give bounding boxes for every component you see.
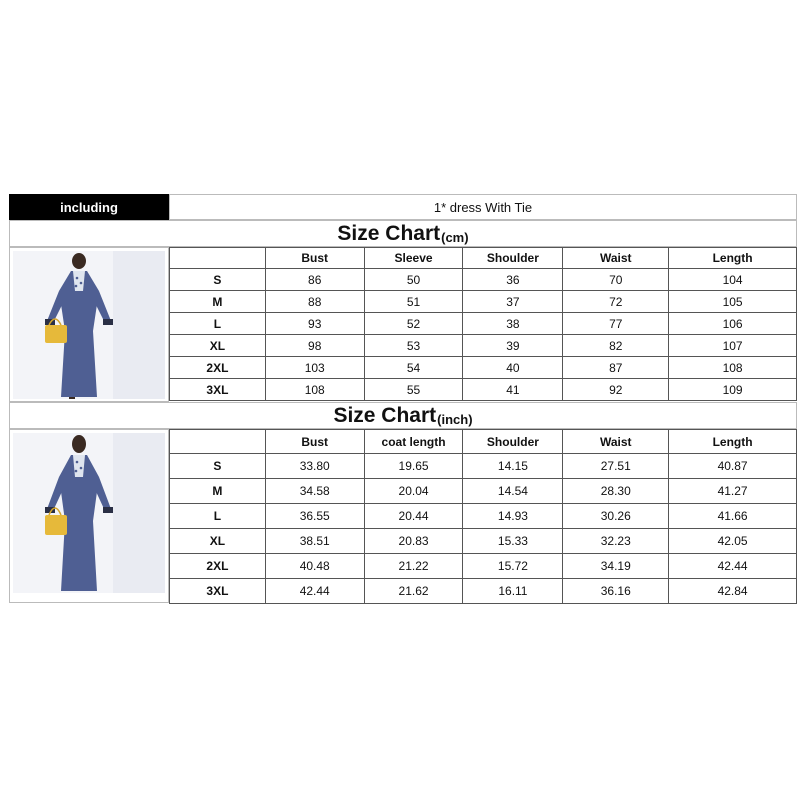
table-cell: 53 bbox=[364, 335, 463, 357]
table-cell: 30.26 bbox=[563, 504, 669, 529]
cm-header-length: Length bbox=[669, 248, 797, 269]
table-cell: 41 bbox=[463, 379, 563, 401]
including-label: including bbox=[9, 194, 169, 220]
table-cell: 39 bbox=[463, 335, 563, 357]
size-cell: S bbox=[170, 269, 266, 291]
inch-header-size bbox=[170, 430, 266, 454]
table-cell: 107 bbox=[669, 335, 797, 357]
table-cell: 14.15 bbox=[463, 454, 563, 479]
table-row bbox=[170, 379, 797, 401]
table-cell: 28.30 bbox=[563, 479, 669, 504]
table-cell: 40.48 bbox=[265, 554, 364, 579]
including-row bbox=[9, 194, 797, 220]
table-cell: 93 bbox=[265, 313, 364, 335]
cm-size-table bbox=[169, 247, 797, 401]
table-cell: 92 bbox=[563, 379, 669, 401]
inch-chart-title-bar bbox=[9, 402, 797, 429]
cm-header-bust: Bust bbox=[265, 248, 364, 269]
table-cell: 108 bbox=[265, 379, 364, 401]
cm-chart-block bbox=[9, 247, 797, 402]
cm-header-row bbox=[170, 248, 797, 269]
table-cell: 70 bbox=[563, 269, 669, 291]
table-cell: 55 bbox=[364, 379, 463, 401]
inch-product-photo bbox=[9, 429, 169, 603]
table-cell: 14.93 bbox=[463, 504, 563, 529]
size-cell: 3XL bbox=[170, 379, 266, 401]
table-cell: 41.66 bbox=[669, 504, 797, 529]
table-cell: 40.87 bbox=[669, 454, 797, 479]
cm-chart-title-bar bbox=[9, 220, 797, 247]
table-cell: 42.84 bbox=[669, 579, 797, 604]
table-cell: 21.22 bbox=[364, 554, 463, 579]
table-row bbox=[170, 529, 797, 554]
cm-header-shoulder: Shoulder bbox=[463, 248, 563, 269]
table-cell: 72 bbox=[563, 291, 669, 313]
table-cell: 27.51 bbox=[563, 454, 669, 479]
table-row bbox=[170, 335, 797, 357]
table-row bbox=[170, 504, 797, 529]
table-row bbox=[170, 579, 797, 604]
size-cell: XL bbox=[170, 529, 266, 554]
table-cell: 106 bbox=[669, 313, 797, 335]
table-cell: 32.23 bbox=[563, 529, 669, 554]
table-cell: 82 bbox=[563, 335, 669, 357]
size-cell: L bbox=[170, 504, 266, 529]
inch-size-table bbox=[169, 429, 797, 604]
table-cell: 98 bbox=[265, 335, 364, 357]
dress-model-icon bbox=[13, 433, 165, 593]
table-row bbox=[170, 313, 797, 335]
inch-chart-unit: (inch) bbox=[437, 412, 473, 427]
size-cell: S bbox=[170, 454, 266, 479]
size-cell: M bbox=[170, 479, 266, 504]
table-cell: 19.65 bbox=[364, 454, 463, 479]
table-cell: 38 bbox=[463, 313, 563, 335]
cm-chart-unit: (cm) bbox=[441, 230, 469, 245]
table-cell: 20.44 bbox=[364, 504, 463, 529]
table-cell: 40 bbox=[463, 357, 563, 379]
table-cell: 51 bbox=[364, 291, 463, 313]
table-cell: 34.58 bbox=[265, 479, 364, 504]
size-chart-sheet bbox=[9, 192, 797, 604]
table-row bbox=[170, 554, 797, 579]
table-cell: 87 bbox=[563, 357, 669, 379]
size-cell: M bbox=[170, 291, 266, 313]
table-cell: 15.33 bbox=[463, 529, 563, 554]
inch-chart-title: Size Chart bbox=[333, 404, 437, 427]
dress-model-icon bbox=[13, 251, 165, 399]
inch-header-coat-length: coat length bbox=[364, 430, 463, 454]
table-cell: 20.83 bbox=[364, 529, 463, 554]
table-cell: 36 bbox=[463, 269, 563, 291]
table-cell: 16.11 bbox=[463, 579, 563, 604]
table-cell: 42.44 bbox=[669, 554, 797, 579]
table-cell: 50 bbox=[364, 269, 463, 291]
size-cell: 3XL bbox=[170, 579, 266, 604]
table-cell: 21.62 bbox=[364, 579, 463, 604]
table-cell: 88 bbox=[265, 291, 364, 313]
size-cell: 2XL bbox=[170, 554, 266, 579]
table-cell: 42.05 bbox=[669, 529, 797, 554]
table-cell: 54 bbox=[364, 357, 463, 379]
size-cell: L bbox=[170, 313, 266, 335]
table-cell: 42.44 bbox=[265, 579, 364, 604]
inch-header-waist: Waist bbox=[563, 430, 669, 454]
table-cell: 109 bbox=[669, 379, 797, 401]
table-row bbox=[170, 269, 797, 291]
table-cell: 36.16 bbox=[563, 579, 669, 604]
inch-chart-block bbox=[9, 429, 797, 603]
size-cell: XL bbox=[170, 335, 266, 357]
table-cell: 105 bbox=[669, 291, 797, 313]
table-row bbox=[170, 454, 797, 479]
table-cell: 37 bbox=[463, 291, 563, 313]
inch-header-row bbox=[170, 430, 797, 454]
inch-header-bust: Bust bbox=[265, 430, 364, 454]
table-row bbox=[170, 479, 797, 504]
cm-header-waist: Waist bbox=[563, 248, 669, 269]
cm-header-sleeve: Sleeve bbox=[364, 248, 463, 269]
table-row bbox=[170, 291, 797, 313]
table-cell: 104 bbox=[669, 269, 797, 291]
table-cell: 20.04 bbox=[364, 479, 463, 504]
table-cell: 77 bbox=[563, 313, 669, 335]
inch-header-shoulder: Shoulder bbox=[463, 430, 563, 454]
table-cell: 86 bbox=[265, 269, 364, 291]
table-cell: 34.19 bbox=[563, 554, 669, 579]
table-cell: 33.80 bbox=[265, 454, 364, 479]
table-cell: 15.72 bbox=[463, 554, 563, 579]
cm-product-photo bbox=[9, 247, 169, 402]
inch-header-length: Length bbox=[669, 430, 797, 454]
size-cell: 2XL bbox=[170, 357, 266, 379]
table-cell: 108 bbox=[669, 357, 797, 379]
table-cell: 14.54 bbox=[463, 479, 563, 504]
table-cell: 52 bbox=[364, 313, 463, 335]
table-row bbox=[170, 357, 797, 379]
including-value: 1* dress With Tie bbox=[169, 194, 797, 220]
table-cell: 103 bbox=[265, 357, 364, 379]
table-cell: 41.27 bbox=[669, 479, 797, 504]
table-cell: 36.55 bbox=[265, 504, 364, 529]
cm-chart-title: Size Chart bbox=[337, 222, 441, 245]
cm-header-size bbox=[170, 248, 266, 269]
table-cell: 38.51 bbox=[265, 529, 364, 554]
